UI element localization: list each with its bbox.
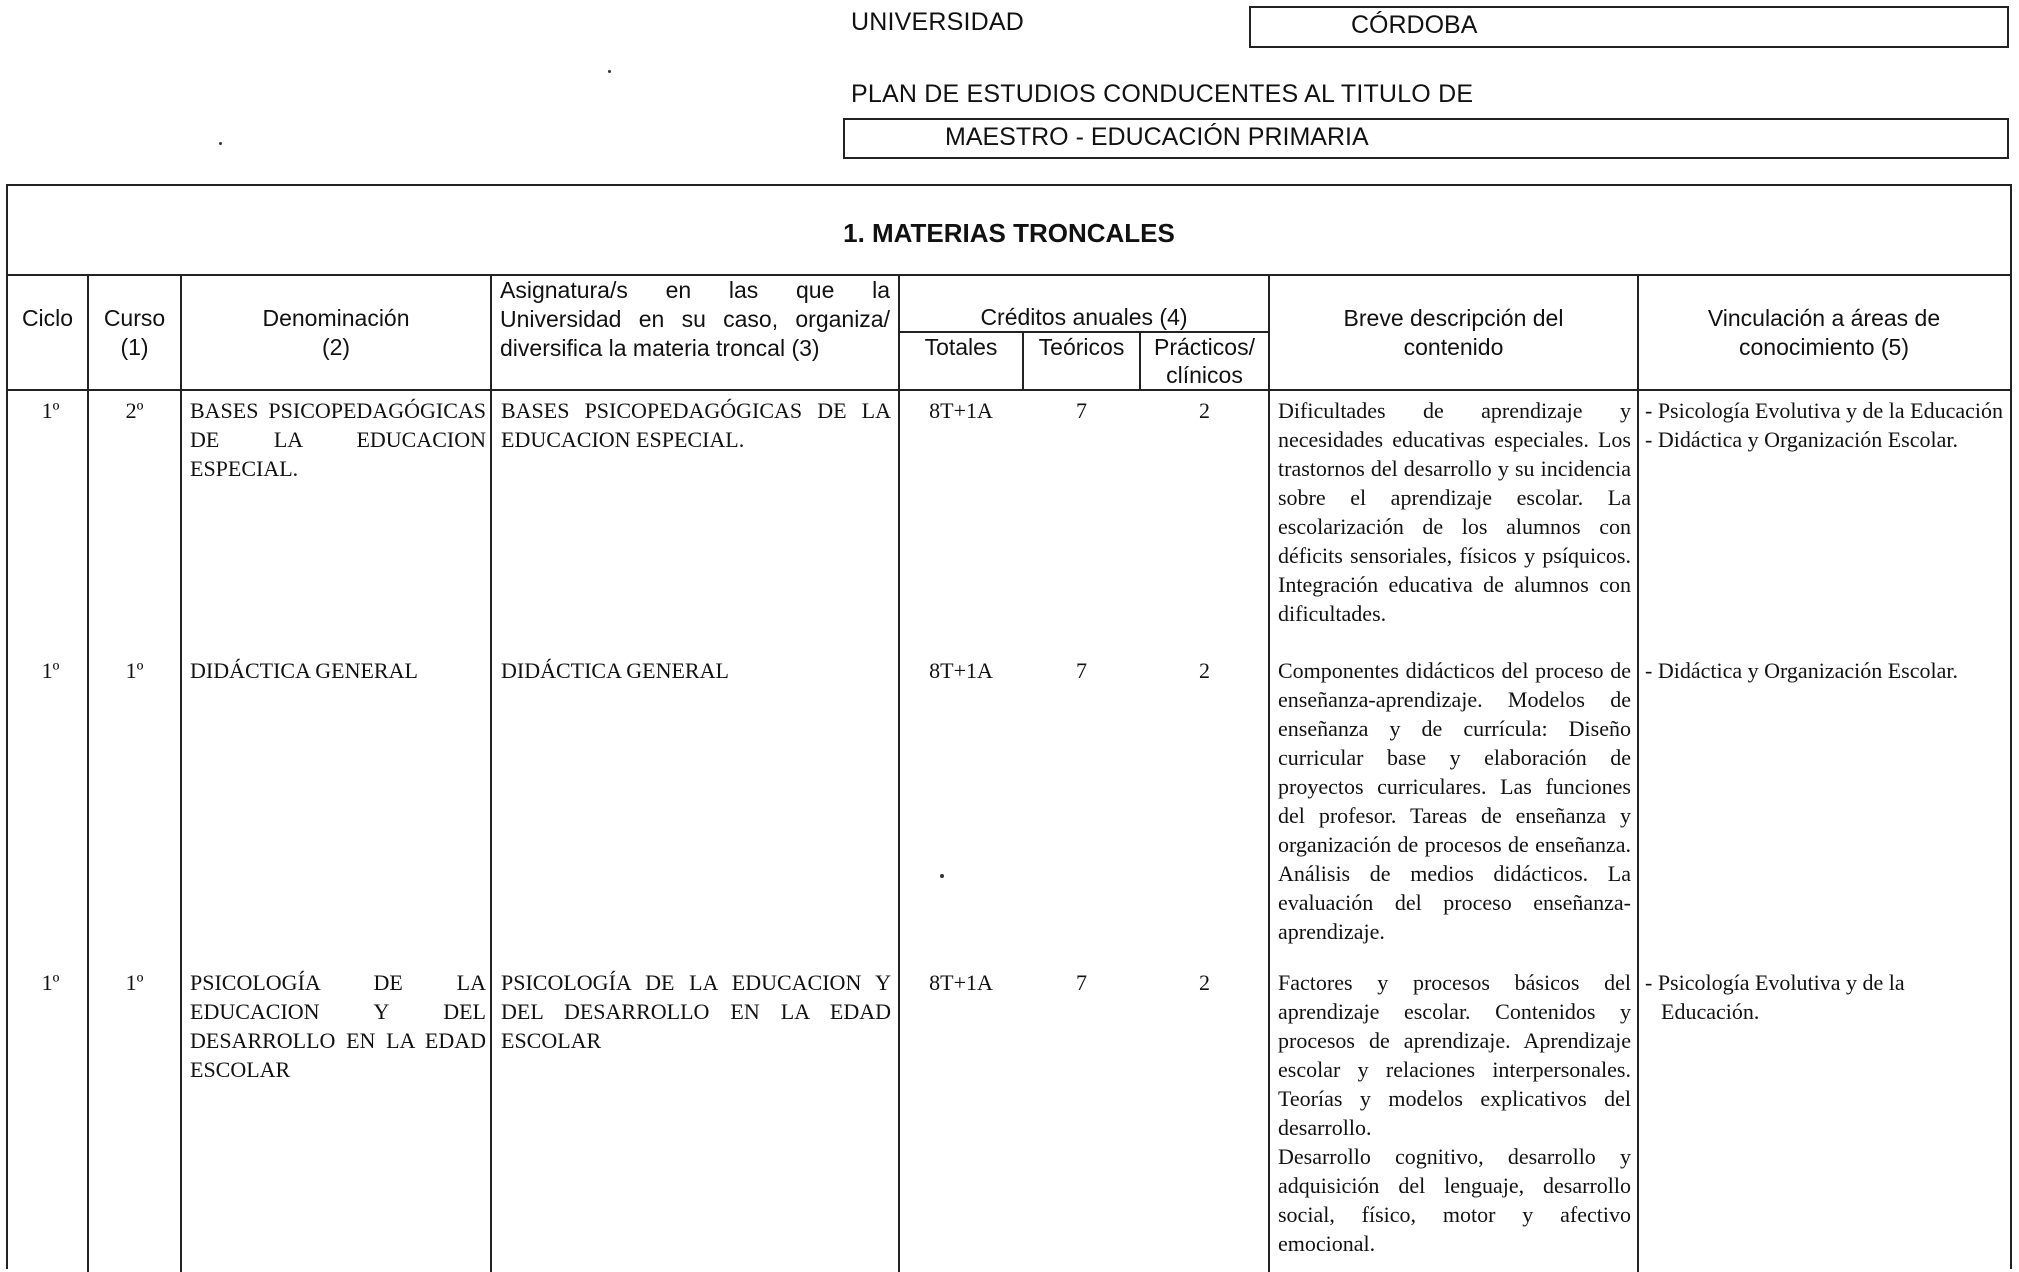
header-teoricos: Teóricos	[1038, 334, 1125, 360]
cell-practicos: 2	[1199, 970, 1210, 995]
university-field	[1249, 6, 2009, 48]
cell-vinculacion	[1645, 968, 2005, 1026]
cell-asignatura: DIDÁCTICA GENERAL	[501, 658, 729, 683]
area-item: - Didáctica y Organización Escolar.	[1645, 658, 1958, 683]
cell-totales: 8T+1A	[929, 398, 993, 423]
header-creditos: Créditos anuales (4)	[980, 304, 1188, 330]
cell-denominacion: DIDÁCTICA GENERAL	[190, 658, 418, 683]
area-item: - Didáctica y Organización Escolar.	[1645, 427, 1958, 452]
plan-value: MAESTRO - EDUCACIÓN PRIMARIA	[945, 123, 1369, 151]
cell-ciclo: 1º	[41, 658, 60, 683]
cell-practicos: 2	[1199, 398, 1210, 423]
university-value: CÓRDOBA	[1351, 11, 1478, 39]
scan-speck	[219, 142, 222, 145]
cell-curso: 1º	[125, 970, 144, 995]
header-ciclo: Ciclo	[21, 305, 74, 331]
cell-totales: 8T+1A	[929, 970, 993, 995]
plan-label: PLAN DE ESTUDIOS CONDUCENTES AL TITULO DE	[851, 80, 1474, 108]
cell-vinculacion	[1645, 396, 2005, 454]
cell-teoricos: 7	[1076, 658, 1087, 683]
cell-vinculacion	[1645, 656, 2005, 685]
column-divider	[1637, 274, 1639, 1272]
area-item: - Psicología Evolutiva y de la Educación	[1645, 398, 2004, 423]
header-descripcion: Breve descripción del contenido	[1343, 305, 1564, 360]
cell-teoricos: 7	[1076, 398, 1087, 423]
cell-teoricos: 7	[1076, 970, 1087, 995]
header-totales: Totales	[924, 334, 998, 360]
university-label: UNIVERSIDAD	[851, 8, 1025, 36]
area-item: - Psicología Evolutiva y de la Educación.	[1645, 970, 1905, 1024]
header-asignatura: Asignatura/s en las que la Universidad en su caso, organiza/ diversifica la materia troncal (3)	[500, 277, 890, 361]
cell-descripcion: Factores y procesos básicos del aprendizaje escolar. Contenidos y procesos de aprendizaje. Aprendizaje escolar y relaciones interpersonales. Teorías y modelos explicativos del desarrollo. Desarrollo cognitivo, desarrollo y adquisición del lenguaje, desarrollo social, físico, motor y afectivo emocional.	[1278, 970, 1631, 1256]
cell-denominacion: BASES PSICOPEDAGÓGICAS DE LA EDUCACION ESPECIAL.	[190, 398, 486, 481]
column-divider	[180, 274, 182, 1272]
cell-ciclo: 1º	[41, 970, 60, 995]
column-divider	[490, 274, 492, 1272]
header-curso: Curso (1)	[103, 305, 166, 360]
header-vinculacion: Vinculación a áreas de conocimiento (5)	[1707, 305, 1941, 360]
scan-speck	[608, 70, 611, 73]
header-bottom-rule	[6, 389, 2012, 391]
cell-practicos: 2	[1199, 658, 1210, 683]
header-practicos: Prácticos/ clínicos	[1154, 334, 1255, 388]
cell-curso: 2º	[125, 398, 144, 423]
column-divider	[1268, 274, 1270, 1272]
cell-totales: 8T+1A	[929, 658, 993, 683]
cell-curso: 1º	[125, 658, 144, 683]
cell-ciclo: 1º	[41, 398, 60, 423]
cell-asignatura: PSICOLOGÍA DE LA EDUCACION Y DEL DESARROLLO EN LA EDAD ESCOLAR	[501, 970, 891, 1053]
scan-speck	[940, 874, 944, 878]
section-title: 1. MATERIAS TRONCALES	[843, 218, 1175, 248]
header-top-rule	[6, 274, 2012, 276]
cell-denominacion: PSICOLOGÍA DE LA EDUCACION Y DEL DESARROLLO EN LA EDAD ESCOLAR	[190, 970, 486, 1082]
cell-descripcion: Dificultades de aprendizaje y necesidades educativas especiales. Los trastornos del desarrollo y su incidencia sobre el aprendizaje escolar. La escolarización de los alumnos con déficits sensoriales, físicos y psíquicos. Integración educativa de alumnos con dificultades.	[1278, 398, 1631, 626]
cell-asignatura: BASES PSICOPEDAGÓGICAS DE LA EDUCACION ESPECIAL.	[501, 398, 891, 452]
cell-descripcion: Componentes didácticos del proceso de enseñanza-aprendizaje. Modelos de enseñanza y de currícula: Diseño curricular base y elaboración de proyectos curriculares. Las funciones del profesor. Tareas de enseñanza y organización de procesos de enseñanza. Análisis de medios didácticos. La evaluación del proceso enseñanza-aprendizaje.	[1278, 658, 1631, 944]
plan-field	[843, 118, 2009, 159]
header-denominacion: Denominación (2)	[262, 305, 410, 360]
